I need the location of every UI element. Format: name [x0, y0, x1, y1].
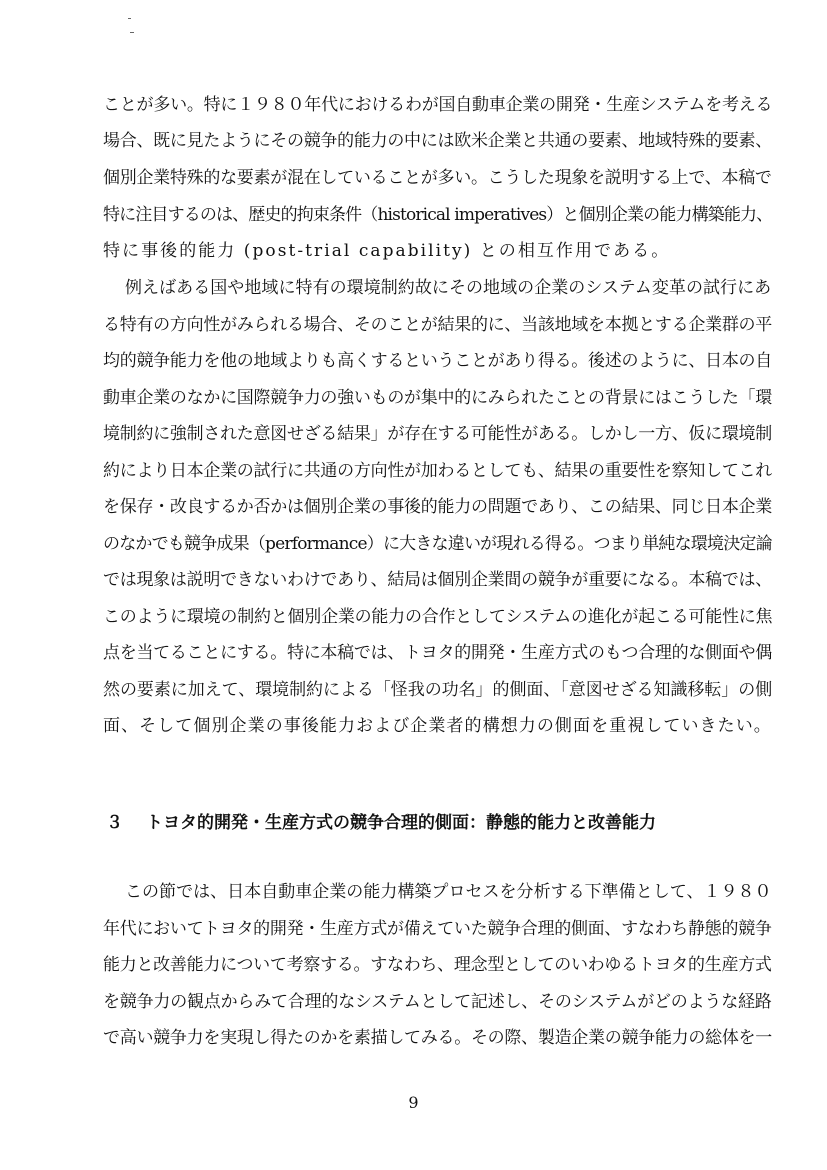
text-line: ことが多い。特に１９８０年代におけるわが国自動車企業の開発・生産システムを考える	[103, 95, 773, 115]
text-line: 均的競争能力を他の地域よりも高くするということがあり得る。後述のように、日本の自	[103, 351, 772, 371]
text-line: で高い競争力を実現し得たのかを素描してみる。その際、製造企業の競争能力の総体を一	[103, 1028, 772, 1048]
text-line: 特に事後的能力 (post-trial capability) との相互作用である。	[103, 241, 671, 261]
text-line: 個別企業特殊的な要素が混在していることが多い。こうした現象を説明する上で、本稿で	[103, 168, 772, 188]
text-line: 点を当てることにする。特に本稿では、トヨタ的開発・生産方式のもつ合理的な側面や偶	[103, 643, 772, 663]
section-heading	[106, 813, 656, 833]
text-line: この節では、日本自動車企業の能力構築プロセスを分析する下準備として、１９８０	[125, 882, 772, 902]
scan-artifact	[128, 18, 131, 19]
text-line: のなかでも競争成果（performance）に大きな違いが現れる得る。つまり単純な環境決定論	[103, 534, 772, 554]
text-line: 年代においてトヨタ的開発・生産方式が備えていた競争合理的側面、すなわち静態的競争	[103, 919, 772, 939]
scan-artifact	[130, 32, 134, 33]
section-title: トヨタ的開発・生産方式の競争合理的側面：静態的能力と改善能力	[146, 813, 656, 833]
text-line: を競争力の観点からみて合理的なシステムとして記述し、そのシステムがどのような経路	[103, 992, 772, 1012]
section-number: ３	[106, 813, 123, 833]
page-number: 9	[408, 1093, 419, 1112]
text-line: る特有の方向性がみられる場合、そのことが結果的に、当該地域を本拠とする企業群の平	[103, 315, 772, 335]
text-line: 場合、既に見たようにその競争的能力の中には欧米企業と共通の要素、地域特殊的要素、	[103, 131, 772, 151]
text-line: を保存・改良するか否かは個別企業の事後的能力の問題であり、この結果、同じ日本企業	[103, 497, 772, 517]
text-line: では現象は説明できないわけであり、結局は個別企業間の競争が重要になる。本稿では、	[103, 570, 772, 590]
text-line: このように環境の制約と個別企業の能力の合作としてシステムの進化が起こる可能性に焦	[103, 607, 773, 627]
text-line: 然の要素に加えて、環境制約による「怪我の功名」的側面、「意図せざる知識移転」の側	[103, 680, 773, 700]
text-line: 能力と改善能力について考察する。すなわち、理念型としてのいわゆるトヨタ的生産方式	[103, 955, 772, 975]
text-line: 特に注目するのは、歴史的拘束条件（historical imperatives）と個別企業の能力構築能力、	[103, 205, 773, 225]
text-line: 例えばある国や地域に特有の環境制約故にその地域の企業のシステム変革の試行にあ	[125, 278, 772, 298]
text-line: 動車企業のなかに国際競争力の強いものが集中的にみられたことの背景にはこうした「環	[103, 388, 772, 408]
text-line: 約により日本企業の試行に共通の方向性が加わるとしても、結果の重要性を察知してこれ	[103, 461, 772, 481]
text-line: 面、そして個別企業の事後能力および企業者的構想力の側面を重視していきたい。	[103, 716, 772, 736]
text-line: 境制約に強制された意図せざる結果」が存在する可能性がある。しかし一方、仮に環境制	[103, 424, 772, 444]
